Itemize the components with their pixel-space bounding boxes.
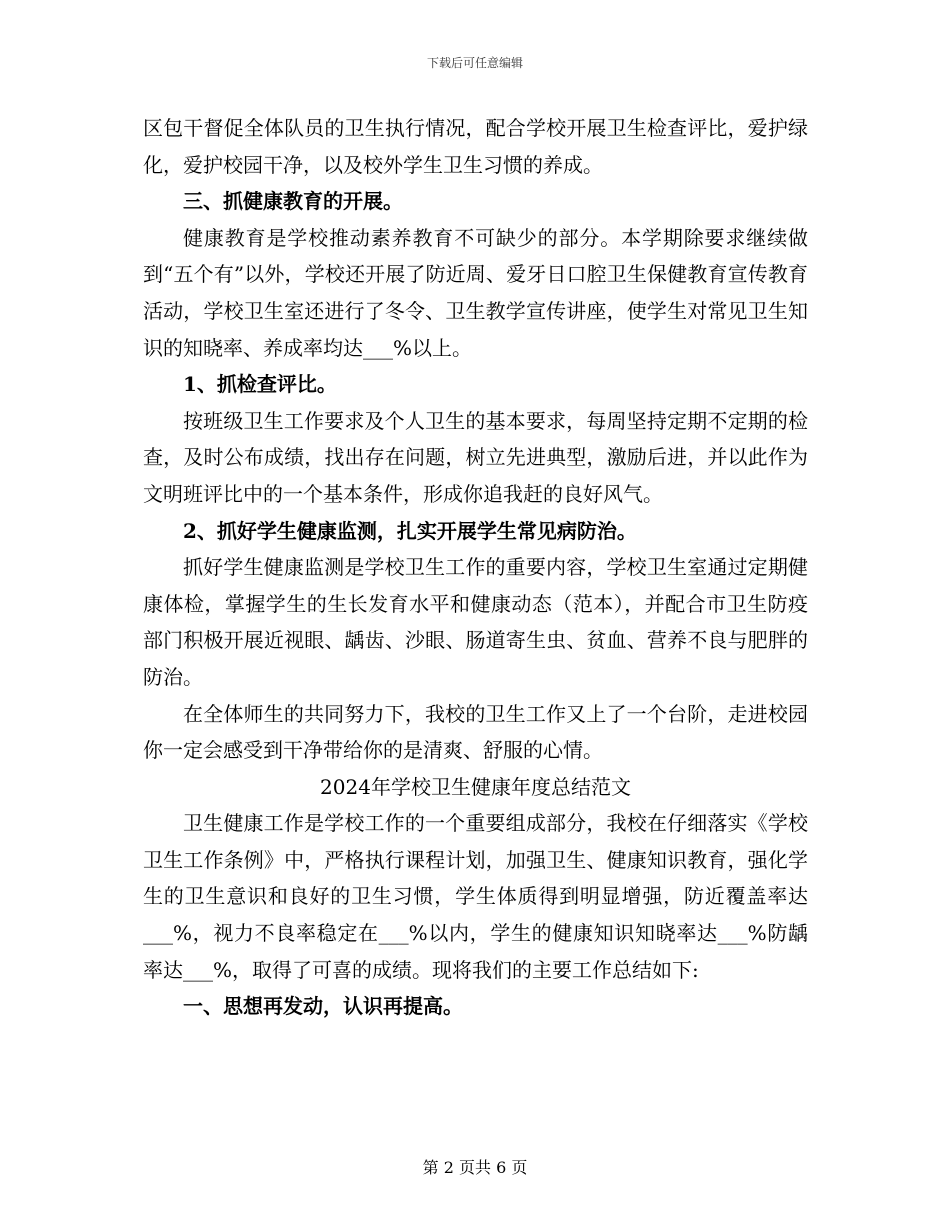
page-number: 第 2 页共 6 页 [422,1158,528,1177]
subheading-health-monitoring: 2、抓好学生健康监测，扎实开展学生常见病防治。 [183,518,637,543]
section-heading-thinking: 一、思想再发动，认识再提高。 [183,994,463,1019]
paragraph-continuation: 区包干督促全体队员的卫生执行情况，配合学校开展卫生检查评比，爱护绿化，爱护校园干净，以及校外学生卫生习惯的养成。 [143,116,808,177]
subheading-inspection: 1、抓检查评比。 [183,372,337,397]
paragraph-health-monitoring: 抓好学生健康监测是学校卫生工作的重要内容，学校卫生室通过定期健康体检，掌握学生的生长发育水平和健康动态（范本），并配合市卫生防疫部门积极开展近视眼、龋齿、沙眼、肠道寄生虫、贫血、营养不良与肥胖的防治。 [143,555,808,689]
paragraph-conclusion: 在全体师生的共同努力下，我校的卫生工作又上了一个台阶，走进校园你一定会感受到干净带给你的是清爽、舒服的心情。 [143,701,808,763]
paragraph-intro: 卫生健康工作是学校工作的一个重要组成部分，我校在仔细落实《学校卫生工作条例》中，严格执行课程计划，加强卫生、健康知识教育，强化学生的卫生意识和良好的卫生习惯，学生体质得到明显增强，防近覆盖率达___%，视力不良率稳定在___%以内，学生的健康知识知晓率达___%防龋率达___%，取得了可喜的成绩。现将我们的主要工作总结如下: [143,811,808,982]
paragraph-inspection: 按班级卫生工作要求及个人卫生的基本要求，每周坚持定期不定期的检查，及时公布成绩，找出存在问题，树立先进典型，激励后进，并以此作为文明班评比中的一个基本条件，形成你追我赶的良好风气。 [143,408,808,506]
document-body [143,110,808,1025]
section-heading-health-education: 三、抓健康教育的开展。 [183,189,403,214]
page-header-note: 下载后可任意编辑 [426,56,523,70]
document-title: 2024年学校卫生健康年度总结范文 [320,774,631,799]
paragraph-health-education: 健康教育是学校推动素养教育不可缺少的部分。本学期除要求继续做到“五个有”以外，学校还开展了防近周、爱牙日口腔卫生保健教育宣传教育活动，学校卫生室还进行了冬令、卫生教学宣传讲座，使学生对常见卫生知识的知晓率、养成率均达___%以上。 [143,225,808,360]
